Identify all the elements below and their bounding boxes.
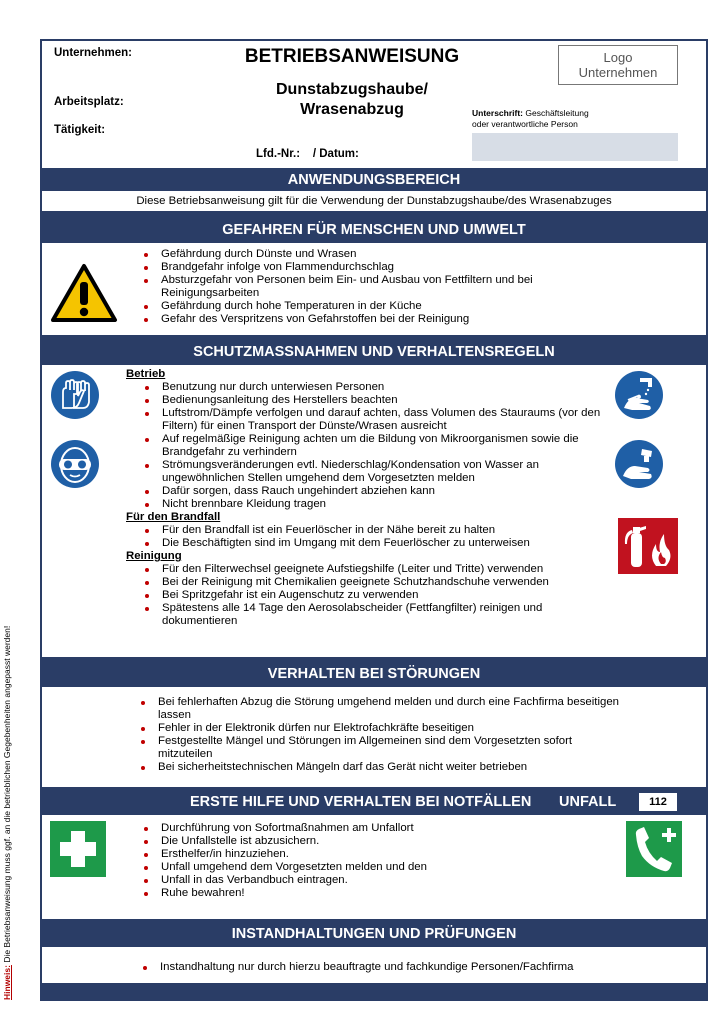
list-item: Durchführung von Sofortmaßnahmen am Unfallort — [161, 822, 601, 835]
measures-content — [126, 368, 606, 628]
measures-heading: SCHUTZMASSNAHMEN UND VERHALTENSREGELN — [193, 344, 555, 360]
list-item: Bei Spritzgefahr ist ein Augenschutz zu verwenden — [162, 589, 606, 602]
list-item: Instandhaltung nur durch hierzu beauftragte und fachkundige Personen/Fachfirma — [160, 961, 660, 974]
document-subtitle — [232, 80, 472, 120]
side-note-highlight: Hinweis: — [2, 965, 12, 1000]
logo-line1: Logo — [603, 50, 633, 65]
side-note-text: Die Betriebsanweisung muss ggf. an die betrieblichen Gegebenheiten angepasst werden! — [2, 625, 12, 966]
list-item: Gefahr des Verspritzens von Gefahrstoffen bei der Reinigung — [161, 313, 581, 326]
list-item: Unfall in das Verbandbuch eintragen. — [161, 874, 601, 887]
list-item: Bei sicherheitstechnischen Mängeln darf das Gerät nicht weiter betrieben — [158, 761, 628, 774]
activity-label: Tätigkeit: — [54, 124, 106, 136]
warning-triangle-icon — [50, 263, 118, 323]
maintenance-heading: INSTANDHALTUNGEN UND PRÜFUNGEN — [231, 926, 517, 942]
list-item: Fehler in der Elektronik dürfen nur Elektrofachkräfte beseitigen — [158, 722, 628, 735]
eye-protection-icon — [50, 439, 100, 489]
subtitle-line1: Dunstabzugshaube/ — [275, 81, 428, 98]
hand-washing-icon — [614, 370, 664, 420]
list-item: Bei der Reinigung mit Chemikalien geeignete Schutzhandschuhe verwenden — [162, 576, 606, 589]
first-aid-heading-bar — [40, 791, 708, 813]
list-item: Unfall umgehend dem Vorgesetzten melden und den — [161, 861, 601, 874]
cleaning-subheading: Reinigung — [126, 550, 182, 562]
company-label: Unternehmen: — [54, 47, 132, 59]
header-panel — [42, 41, 706, 168]
operation-subheading: Betrieb — [126, 368, 166, 380]
cleaning-list — [162, 563, 606, 628]
list-item: Gefährdung durch Dünste und Wrasen — [161, 248, 581, 261]
signature-caption — [472, 108, 589, 130]
number-date: Lfd.-Nr.: / Datum: — [256, 148, 359, 160]
fire-extinguisher-icon — [618, 518, 678, 574]
hazards-panel — [42, 243, 706, 335]
list-item: Für den Filterwechsel geeignete Aufstiegshilfe (Leiter und Tritte) verwenden — [162, 563, 606, 576]
signature-line2: oder verantwortliche Person — [472, 119, 578, 129]
document-title: BETRIEBSANWEISUNG — [244, 46, 460, 67]
scope-text: Diese Betriebsanweisung gilt für die Verwendung der Dunstabzugshaube/des Wrasenabzuges — [136, 195, 612, 207]
workplace-label: Arbeitsplatz: — [54, 96, 124, 108]
measures-panel — [42, 365, 706, 657]
hazards-list — [161, 248, 581, 326]
subtitle-line2: Wrasenabzug — [300, 101, 404, 118]
list-item: Strömungsveränderungen evtl. Niederschlag/Kondensation von Wasser an ungewöhnlichen Stellen umgehend dem Vorgesetzten melden — [162, 459, 606, 485]
list-item: Für den Brandfall ist ein Feuerlöscher in der Nähe bereit zu halten — [162, 524, 606, 537]
list-item: Spätestens alle 14 Tage den Aerosolabscheider (Fettfangfilter) reinigen und dokumentieren — [162, 602, 606, 628]
first-aid-heading: ERSTE HILFE UND VERHALTEN BEI NOTFÄLLEN — [190, 794, 532, 810]
logo-box — [558, 45, 678, 85]
list-item: Gefährdung durch hohe Temperaturen in der Küche — [161, 300, 581, 313]
signature-label: Unterschrift: — [472, 108, 524, 118]
scope-panel — [42, 191, 706, 211]
first-aid-list — [161, 822, 601, 900]
faults-list — [158, 696, 628, 774]
emergency-number: 112 — [639, 793, 677, 811]
list-item: Nicht brennbare Kleidung tragen — [162, 498, 606, 511]
maintenance-panel — [42, 947, 706, 983]
accident-label: UNFALL — [559, 794, 617, 810]
list-item: Die Unfallstelle ist abzusichern. — [161, 835, 601, 848]
gloves-icon — [50, 370, 100, 420]
fire-list — [162, 524, 606, 550]
list-item: Ersthelfer/in hinzuziehen. — [161, 848, 601, 861]
maintenance-list — [160, 961, 660, 974]
signature-field[interactable] — [472, 133, 678, 161]
faults-heading: VERHALTEN BEI STÖRUNGEN — [267, 666, 481, 682]
hazards-heading: GEFAHREN FÜR MENSCHEN UND UMWELT — [222, 222, 526, 238]
list-item: Dafür sorgen, dass Rauch ungehindert abziehen kann — [162, 485, 606, 498]
faults-panel — [42, 687, 706, 787]
emergency-phone-icon — [626, 821, 682, 877]
list-item: Die Beschäftigten sind im Umgang mit dem Feuerlöscher zu unterweisen — [162, 537, 606, 550]
logo-line2: Unternehmen — [578, 65, 658, 80]
fire-subheading: Für den Brandfall — [126, 511, 221, 523]
list-item: Ruhe bewahren! — [161, 887, 601, 900]
list-item: Brandgefahr infolge von Flammendurchschlag — [161, 261, 581, 274]
list-item: Bei fehlerhaften Abzug die Störung umgehend melden und durch eine Fachfirma beseitigen lassen — [158, 696, 628, 722]
list-item: Festgestellte Mängel und Störungen im Allgemeinen sind dem Vorgesetzten sofort mitzuteilen — [158, 735, 628, 761]
list-item: Absturzgefahr von Personen beim Ein- und Ausbau von Fettfiltern und bei Reinigungsarbeiten — [161, 274, 581, 300]
list-item: Auf regelmäßige Reinigung achten um die Bildung von Mikroorganismen sowie die Brandgefahr zu verhindern — [162, 433, 606, 459]
first-aid-cross-icon — [50, 821, 106, 877]
signature-text: Geschäftsleitung — [523, 108, 589, 118]
document-frame — [40, 39, 708, 1001]
hand-cream-icon — [614, 439, 664, 489]
operation-list — [162, 381, 606, 511]
list-item: Benutzung nur durch unterwiesen Personen — [162, 381, 606, 394]
side-note — [2, 626, 12, 1000]
first-aid-panel — [42, 815, 706, 919]
scope-heading: ANWENDUNGSBEREICH — [287, 172, 461, 188]
list-item: Luftstrom/Dämpfe verfolgen und darauf achten, dass Volumen des Stauraums (vor den Filtern) für einen Transport der Dünste/Wrasen ausreicht — [162, 407, 606, 433]
list-item: Bedienungsanleitung des Herstellers beachten — [162, 394, 606, 407]
